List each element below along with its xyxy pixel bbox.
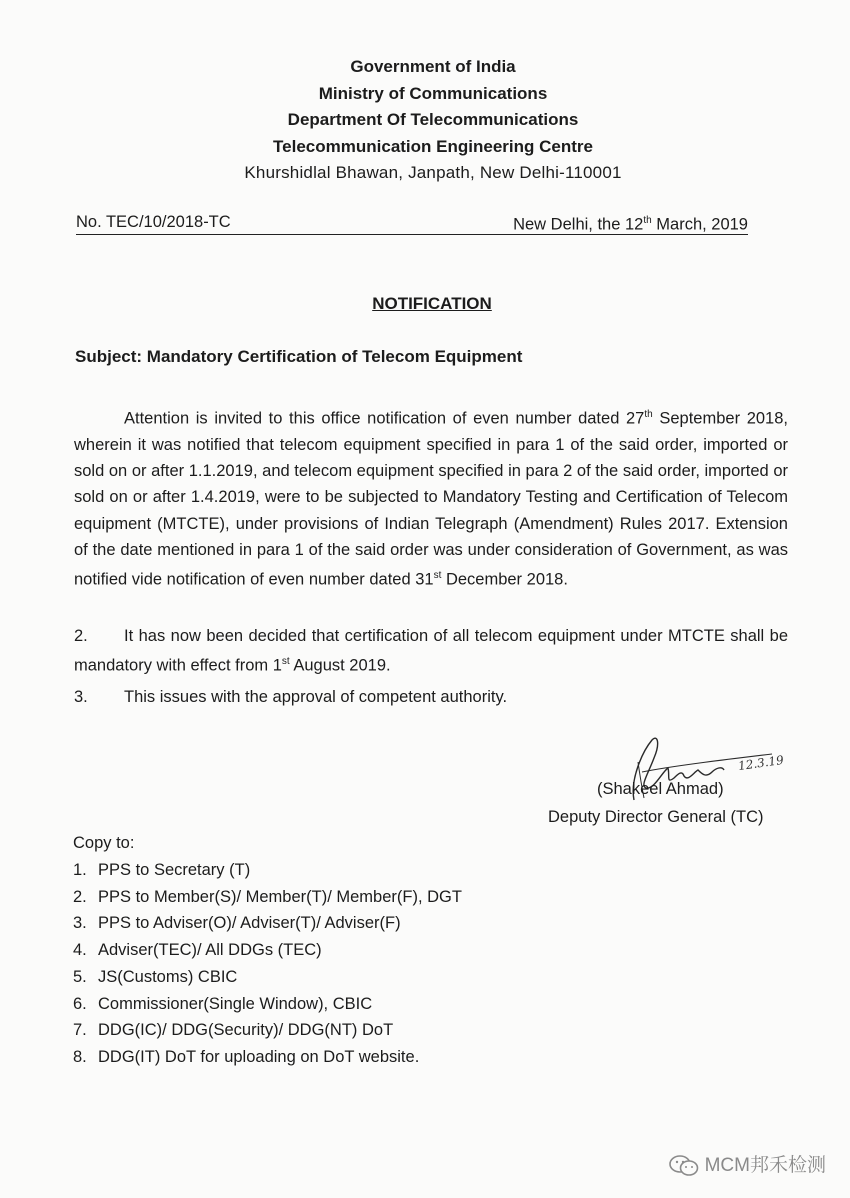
list-item: 7. DDG(IC)/ DDG(Security)/ DDG(NT) DoT <box>73 1021 394 1040</box>
list-item: 1. PPS to Secretary (T) <box>73 861 251 879</box>
list-item: 5. JS(Customs) CBIC <box>73 967 238 986</box>
notification-title: NOTIFICATION <box>372 294 492 313</box>
signatory-name: (Shakeel Ahmad) <box>597 780 724 798</box>
paragraph-3: 3. This issues with the approval of competent authority. <box>74 684 788 710</box>
header-department: Department Of Telecommunications <box>287 110 579 129</box>
paragraph-1: Attention is invited to this office notification of even number dated 27th September 2018, wherein it was notified that telecom equipment specified in para 1 of the said order, imported or sold on or after 1.1.2019, and telecom equipment specified in para 2 of the said order, imported or sold on or after 1.4.2019, were to be subjected to Mandatory Testing and Certification of Telecom equipment (MTCTE), under provisions of Indian Telegraph (Amendment) Rules 2017. Extension of the date mentioned in para 1 of the said order was under consideration of Government, as was notified vide notification of even number dated 31st December 2018. <box>74 409 788 589</box>
paragraph-2-number: 2. <box>74 627 88 645</box>
header-address: Khurshidlal Bhawan, Janpath, New Delhi-110001 <box>244 163 622 182</box>
list-item: 2. PPS to Member(S)/ Member(T)/ Member(F), DGT <box>73 887 462 906</box>
copy-to-label: Copy to: <box>73 834 135 852</box>
header-ministry: Ministry of Communications <box>318 83 548 103</box>
list-item: 6. Commissioner(Single Window), CBIC <box>73 994 373 1013</box>
watermark <box>669 1150 826 1177</box>
list-item: 3. PPS to Adviser(O)/ Adviser(T)/ Adviser(F) <box>73 914 401 933</box>
signature-date: 12.3.19 <box>737 752 785 774</box>
reference-date: New Delhi, the 12th March, 2019 <box>513 215 748 234</box>
list-item: 4. Adviser(TEC)/ All DDGs (TEC) <box>73 941 322 960</box>
paragraph-3-number: 3. <box>74 688 88 706</box>
list-item: 8. DDG(IT) DoT for uploading on DoT website. <box>73 1047 420 1066</box>
letterhead <box>0 54 850 187</box>
copy-to-list <box>73 857 462 1071</box>
signatory-designation: Deputy Director General (TC) <box>548 808 764 826</box>
watermark-text: MCM邦禾检测 <box>704 1155 826 1176</box>
header-centre: Telecommunication Engineering Centre <box>273 136 593 156</box>
subject-line: Subject: Mandatory Certification of Telecom Equipment <box>75 347 523 366</box>
reference-number: No. TEC/10/2018-TC <box>76 213 231 231</box>
copy-to-section <box>73 830 462 1071</box>
paragraph-2: 2. It has now been decided that certification of all telecom equipment under MTCTE shall be mandatory with effect from 1st August 2019. <box>74 623 788 679</box>
reference-line <box>76 213 748 237</box>
wechat-icon <box>669 1155 699 1177</box>
header-government: Government of India <box>350 57 516 76</box>
